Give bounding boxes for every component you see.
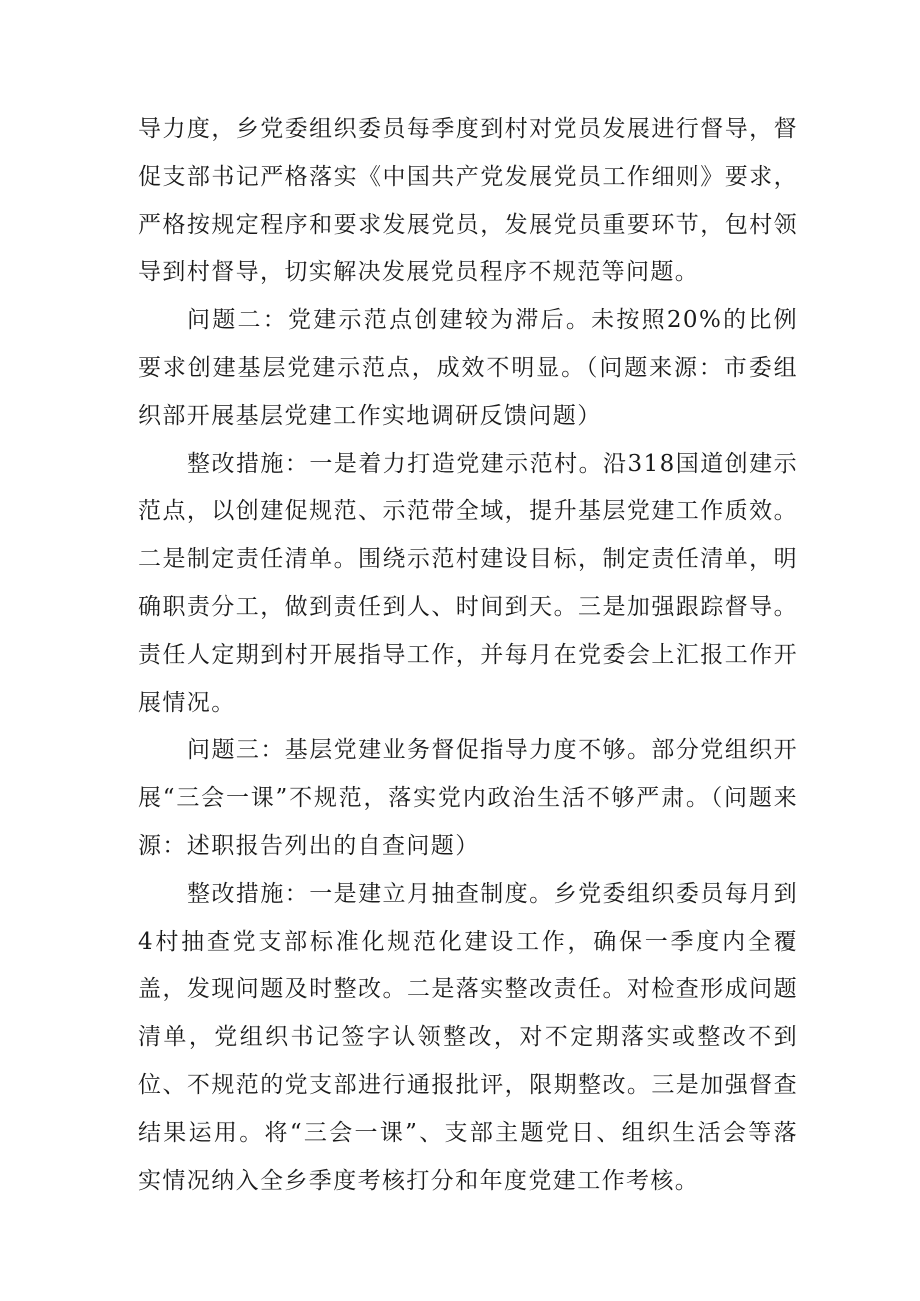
document-body xyxy=(138,106,798,1205)
paragraph-measures-three: 整改措施：一是建立月抽查制度。乡党委组织委员每月到4村抽查党支部标准化规范化建设工作，确保一季度内全覆盖，发现问题及时整改。二是落实整改责任。对检查形成问题清单，党组织书记签字认领整改，对不定期落实或整改不到位、不规范的党支部进行通报批评，限期整改。三是加强督查结果运用。将“三会一课”、支部主题党日、组织生活会等落实情况纳入全乡季度考核打分和年度党建工作考核。 xyxy=(138,880,798,1194)
paragraph-measures-two: 整改措施：一是着力打造党建示范村。沿318国道创建示范点，以创建促规范、示范带全域，提升基层党建工作质效。二是制定责任清单。围绕示范村建设目标，制定责任清单，明确职责分工，做到责任到人、时间到天。三是加强跟踪督导。责任人定期到村开展指导工作，并每月在党委会上汇报工作开展情况。 xyxy=(138,450,798,716)
paragraph-continuation: 导力度，乡党委组织委员每季度到村对党员发展进行督导，督促支部书记严格落实《中国共产党发展党员工作细则》要求，严格按规定程序和要求发展党员，发展党员重要环节，包村领导到村督导，切实解决发展党员程序不规范等问题。 xyxy=(138,116,798,286)
paragraph-problem-two: 问题二：党建示范点创建较为滞后。未按照20%的比例要求创建基层党建示范点，成效不明显。（问题来源：市委组织部开展基层党建工作实地调研反馈问题） xyxy=(138,307,798,429)
paragraph-problem-three: 问题三：基层党建业务督促指导力度不够。部分党组织开展“三会一课”不规范，落实党内政治生活不够严肃。（问题来源：述职报告列出的自查问题） xyxy=(138,737,798,859)
